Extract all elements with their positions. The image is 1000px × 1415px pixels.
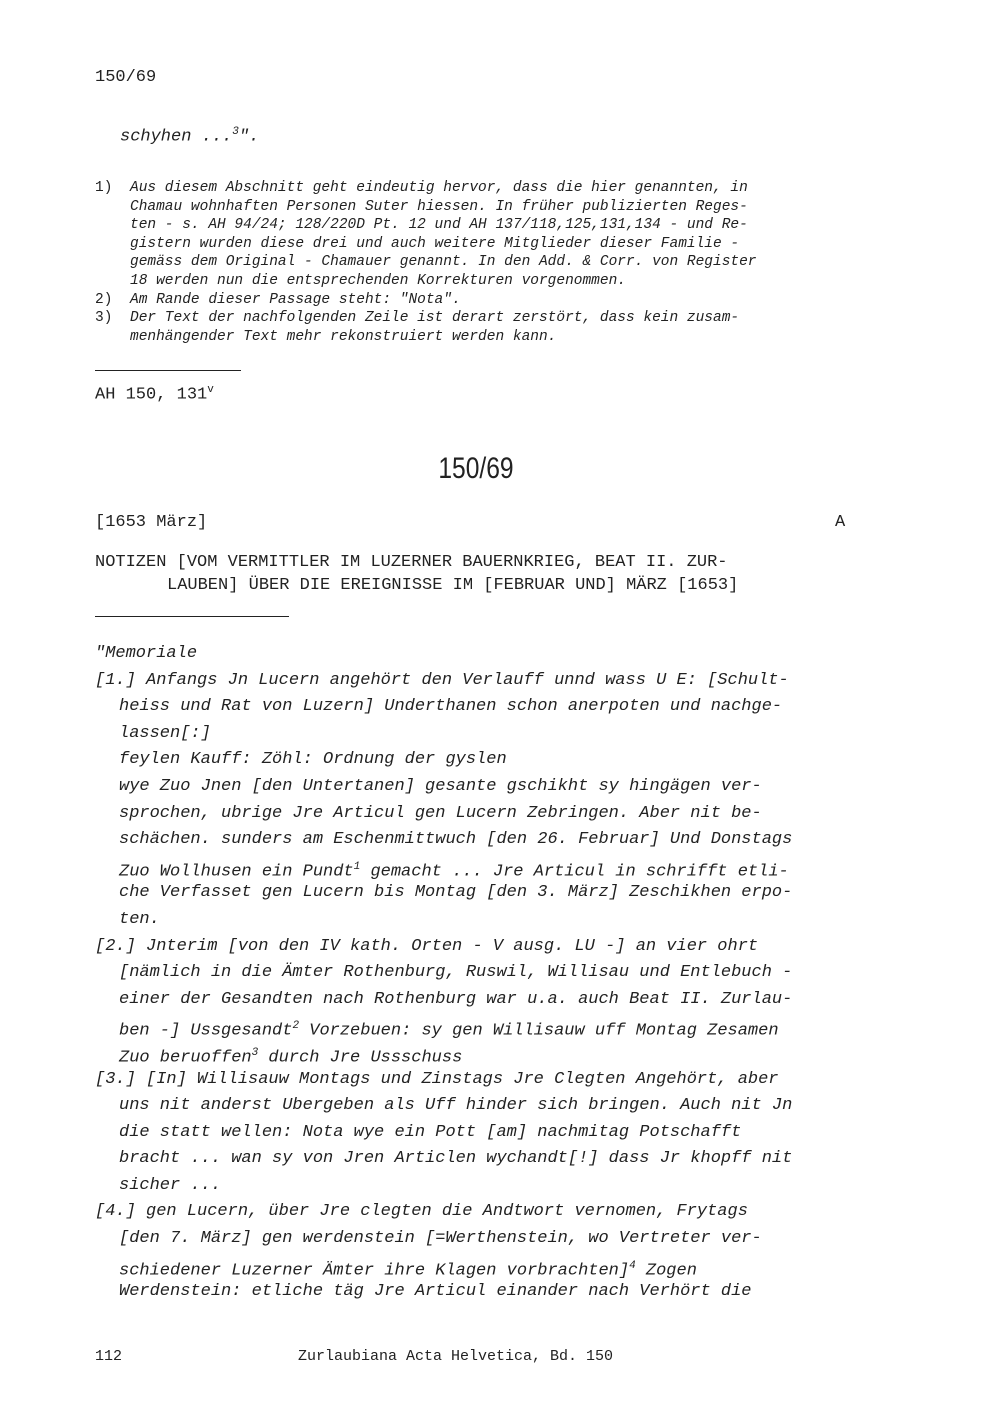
- footnote-line: ten - s. AH 94/24; 128/220D Pt. 12 und AH 137/118,125,131,134 - und Re-: [130, 217, 748, 234]
- body-line: [95, 1253, 792, 1280]
- body-line: [4.] gen Lucern, über Jre clegten die Andtwort vernomen, Frytags: [95, 1202, 748, 1222]
- body-line: Werdenstein: etliche täg Jre Articul einander nach Verhört die: [119, 1282, 752, 1302]
- continuation-line: [120, 126, 259, 147]
- body-line: schächen. sunders am Eschenmittwuch [den 26. Februar] Und Donstags: [119, 830, 793, 850]
- document-number: 150/69: [438, 452, 514, 485]
- body-text: ben -] Ussgesandt: [119, 1021, 293, 1041]
- footnote-number: 1): [95, 180, 113, 196]
- footnote-line: menhängender Text mehr rekonstruiert werden kann.: [130, 328, 557, 345]
- body-line: [95, 1040, 792, 1067]
- body-line: [2.] Jnterim [von den IV kath. Orten - V ausg. LU -] an vier ohrt: [95, 936, 759, 956]
- body-text: gemacht ... Jre Articul in schrifft etli-: [360, 862, 789, 882]
- body-line: [den 7. März] gen werdenstein [=Werthenstein, wo Vertreter ver-: [119, 1229, 762, 1249]
- footnote-ref: 1: [353, 860, 361, 873]
- document-date: [1653 März]: [95, 513, 208, 532]
- body-text: Vorzebuen: sy gen Willisauw uff Montag Zesamen: [299, 1021, 779, 1041]
- footnote-number: 2): [95, 291, 113, 308]
- footer-title: Zurlaubiana Acta Helvetica, Bd. 150: [298, 1348, 614, 1365]
- footnote-3: [95, 309, 757, 346]
- body-text: Zuo Wollhusen ein Pundt: [119, 862, 354, 882]
- footnote-ref: 3: [251, 1046, 259, 1059]
- body-line: [3.] [In] Willisauw Montags und Zinstags Jre Clegten Angehört, aber: [95, 1069, 779, 1089]
- footnote-1: [95, 179, 757, 291]
- body-line: heiss und Rat von Luzern] Underthanen schon anerpoten und nachge-: [119, 697, 783, 717]
- footnotes: [95, 179, 757, 346]
- body-line: einer der Gesandten nach Rothenburg war u.a. auch Beat II. Zurlau-: [119, 989, 793, 1009]
- title-line: LAUBEN] ÜBER DIE EREIGNISSE IM [FEBRUAR UND] MÄRZ [1653]: [167, 576, 739, 595]
- body-line: wye Zuo Jnen [den Untertanen] gesante gschikht sy hingägen ver-: [119, 776, 762, 796]
- body-line: che Verfasset gen Lucern bis Montag [den 3. März] Zeschikhen erpo-: [119, 883, 793, 903]
- footnote-line: Der Text der nachfolgenden Zeile ist derart zerstört, dass kein zusam-: [130, 310, 740, 327]
- footnote-line: gistern wurden diese drei und auch weitere Mitglieder dieser Familie -: [130, 235, 740, 252]
- title-divider: [95, 616, 289, 617]
- page-number: 112: [95, 1348, 123, 1365]
- body-line: feylen Kauff: Zöhl: Ordnung der gyslen: [119, 750, 507, 770]
- body-line: [nämlich in die Ämter Rothenburg, Ruswil, Willisau und Entlebuch -: [119, 963, 793, 983]
- body-text: Zuo beruoffen: [119, 1048, 252, 1068]
- body-line: lassen[:]: [119, 723, 211, 743]
- body-line: die statt wellen: Nota wye ein Pott [am] nachmitag Potschafft: [119, 1122, 742, 1142]
- body-line: sicher ...: [119, 1175, 222, 1195]
- body-line: [1.] Anfangs Jn Lucern angehört den Verlauff unnd wass U E: [Schult-: [95, 670, 789, 690]
- footnote-line: Am Rande dieser Passage steht: "Nota".: [130, 291, 461, 308]
- body-text: schiedener Luzerner Ämter ihre Klagen vorbrachten]: [119, 1261, 630, 1281]
- body-line: [95, 1013, 792, 1040]
- title-line: NOTIZEN [VOM VERMITTLER IM LUZERNER BAUERNKRIEG, BEAT II. ZUR-: [95, 553, 728, 572]
- signature-verso: v: [207, 384, 214, 396]
- footnote-line: gemäss dem Original - Chamauer genannt. In den Add. & Corr. von Register: [130, 254, 757, 271]
- body-line: [95, 854, 792, 881]
- continuation-text: schyhen ...: [120, 127, 233, 147]
- signature-text: AH 150, 131: [95, 385, 208, 405]
- footnote-number: 3): [95, 310, 113, 327]
- footnote-line: Chamau wohnhaften Personen Suter hiessen. In früher publizierten Reges-: [130, 198, 748, 215]
- footnote-line: Aus diesem Abschnitt geht eindeutig hervor, dass die hier genannten, in: [130, 180, 748, 196]
- footnote-2: [95, 291, 757, 310]
- footnote-ref: 3: [232, 126, 239, 138]
- body-text: durch Jre Ussschuss: [258, 1048, 463, 1068]
- running-head: 150/69: [95, 68, 157, 87]
- body-line: "Memoriale: [95, 644, 198, 663]
- footnote-ref: 2: [292, 1020, 300, 1033]
- body-text: Zogen: [635, 1261, 697, 1281]
- body-line: uns nit anderst Ubergeben als Uff hinder sich bringen. Auch nit Jn: [119, 1096, 793, 1116]
- document-body: [95, 641, 792, 1306]
- body-line: bracht ... wan sy von Jren Articlen wychandt[!] dass Jr khopff nit: [119, 1149, 793, 1169]
- footnote-divider: [95, 370, 241, 371]
- body-line: sprochen, ubrige Jre Articul gen Lucern Zebringen. Aber nit be-: [119, 803, 762, 823]
- document-title: [95, 551, 738, 597]
- archive-signature: [95, 384, 214, 405]
- body-line: ten.: [119, 909, 160, 929]
- footnote-ref: 4: [629, 1259, 636, 1272]
- document-marker: A: [835, 513, 846, 532]
- footnote-line: 18 werden nun die entsprechenden Korrekturen vorgenommen.: [130, 272, 626, 289]
- continuation-end: ".: [238, 127, 260, 147]
